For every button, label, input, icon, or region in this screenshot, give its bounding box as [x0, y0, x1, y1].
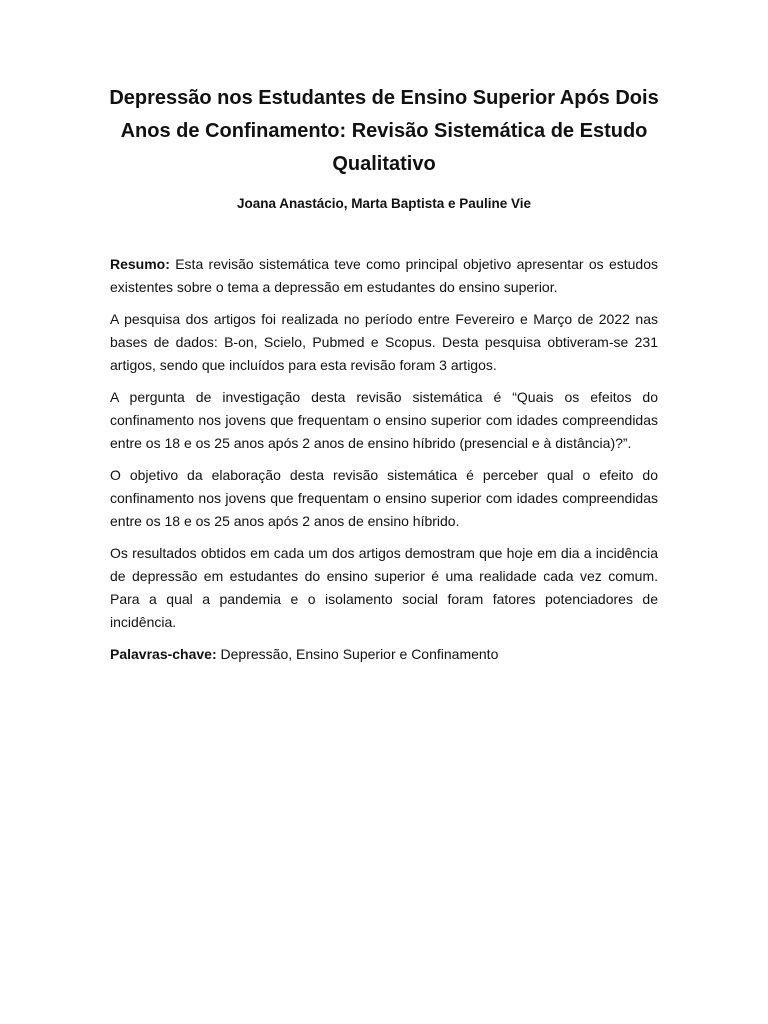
keywords-value: Depressão, Ensino Superior e Confinamento: [220, 646, 499, 662]
results-paragraph: Os resultados obtidos em cada um dos artigos demostram que hoje em dia a incidência de depressão em estudantes do ensino superior é uma realidade cada vez comum. Para a qual a pandemia e o isolamento social foram fatores potenciadores de incidência.: [110, 545, 658, 630]
document-authors: Joana Anastácio, Marta Baptista e Pauline Vie: [236, 196, 532, 211]
abstract-paragraph: [110, 253, 658, 299]
abstract-intro: Esta revisão sistemática teve como principal objetivo apresentar os estudos existentes sobre o tema a depressão em estudantes do ensino superior.: [110, 256, 658, 295]
methods-paragraph: A pesquisa dos artigos foi realizada no período entre Fevereiro e Março de 2022 nas bases de dados: B-on, Scielo, Pubmed e Scopus. Desta pesquisa obtiveram-se 231 artigos, sendo que incluídos para esta revisão foram 3 artigos.: [110, 311, 658, 373]
keywords-paragraph: [110, 643, 658, 666]
abstract-label: Resumo:: [110, 256, 170, 272]
research-question-paragraph: A pergunta de investigação desta revisão sistemática é “Quais os efeitos do confinamento nos jovens que frequentam o ensino superior com idades compreendidas entre os 18 e os 25 anos após 2 anos de ensino híbrido (presencial e à distância)?”.: [110, 389, 658, 451]
document-title: Depressão nos Estudantes de Ensino Superior Após Dois Anos de Confinamento: Revisão Sistemática de Estudo Qualitativo: [109, 87, 659, 175]
abstract-body: [110, 253, 658, 675]
keywords-label: Palavras-chave:: [110, 646, 217, 662]
objective-paragraph: O objetivo da elaboração desta revisão sistemática é perceber qual o efeito do confinamento nos jovens que frequentam o ensino superior com idades compreendidas entre os 18 e os 25 anos após 2 anos de ensino híbrido.: [110, 467, 658, 529]
